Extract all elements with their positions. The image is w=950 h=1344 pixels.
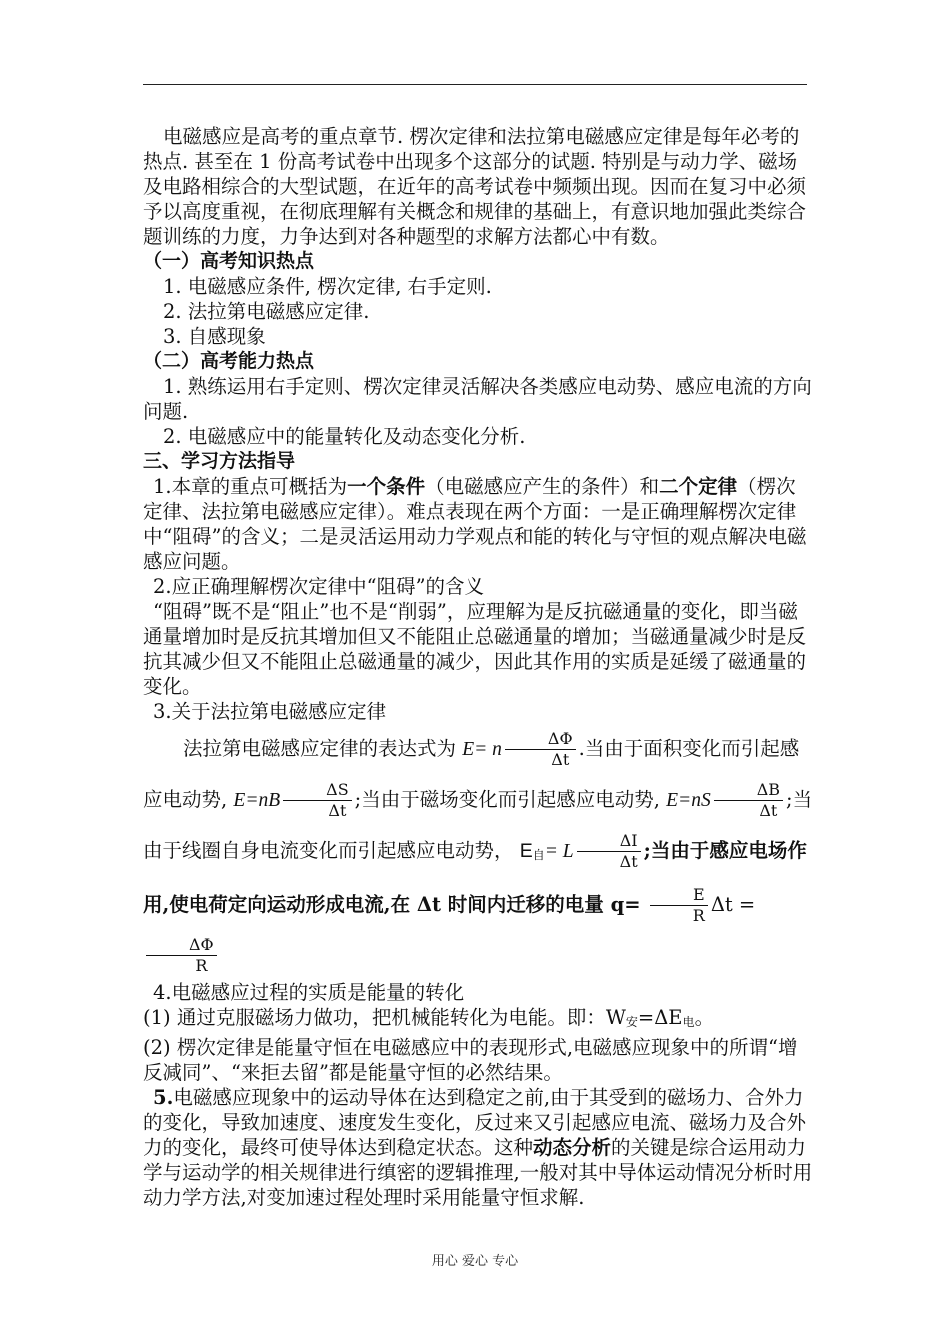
fraction: $\frac{\Delta\Phi}{\Delta t}$ (505, 729, 576, 770)
document-body (143, 124, 813, 1210)
method-point-4-title: 4.电磁感应过程的实质是能量的转化 (153, 981, 465, 1004)
text-span: （楞次定律、法拉第电磁感应定律）。难点表现在两个方面：一是正确理解楞次定律中“阻碍”的含义；二是灵活运用动力学观点和能的转化与守恒的观点解决电磁感应问题。 (143, 475, 807, 573)
method-point-3-title: 3.关于法拉第电磁感应定律 (153, 700, 387, 723)
method-point-4-item-2: (2) 楞次定律是能量守恒在电磁感应中的表现形式,电磁感应现象中的所谓“增反减同”、“来拒去留”都是能量守恒的必然结果。 (143, 1036, 798, 1084)
page-footer: 用心 爱心 专心 (431, 1254, 519, 1269)
formula-self: E自= L (519, 840, 574, 862)
method-point-2-title: 2.应正确理解楞次定律中“阻碍”的含义 (153, 575, 485, 598)
text-span: ;当由于感应电场作用,使电荷定向运动形成电流,在 Δt 时间内迁移的电量 q= (143, 839, 807, 916)
text-span: ;当由于线圈自身电流变化而引起感应电动势， (143, 788, 813, 862)
text-span: 法拉第电磁感应定律的表达式为 (183, 737, 457, 760)
fraction: $\frac{\Delta B}{\Delta t}$ (714, 780, 783, 821)
text-span: .当由于面积变化而引起感应电动势, (143, 737, 800, 811)
intro-paragraph: 电磁感应是高考的重点章节. 楞次定律和法拉第电磁感应定律是每年必考的热点. 甚至在 1 份高考试卷中出现多个这部分的试题. 特别是与动力学、磁场及电路相综合的大型试题，在近年的高考试卷中频频出现。因而在复习中必须予以高度重视，在彻底理解有关概念和规律的基础上，有意识地加强此类综合题训练的力度，力争达到对各种题型的求解方法都心中有数。 (143, 125, 807, 248)
fraction: $\frac{\Delta I}{\Delta t}$ (577, 831, 641, 872)
text-span: （电磁感应产生的条件）和 (425, 475, 660, 498)
key-term: 二个定律 (659, 475, 738, 498)
key-term: 一个条件 (347, 475, 426, 498)
formula-ens: E=nS (666, 790, 711, 811)
section1-title: （一）高考知识热点 (143, 250, 315, 272)
list-item: 2. 电磁感应中的能量转化及动态变化分析. (163, 425, 526, 448)
fraction: $\frac{E}{R}$ (650, 885, 708, 926)
list-item: 1. 电磁感应条件, 楞次定律, 右手定则. (163, 275, 492, 298)
method-point-2-body: “阻碍”既不是“阻止”也不是“削弱”，应理解为是反抗磁通量的变化，即当磁通量增加时是反抗其增加但又不能阻止总磁通量的增加；当磁通量减少时是反抗其减少但又不能阻止总磁通量的减少，因此其作用的实质是延缓了磁通量的变化。 (143, 600, 807, 698)
text-span: 1.本章的重点可概括为 (153, 475, 348, 498)
formula-e: E= n (462, 739, 502, 760)
method-point-5: 5.电磁感应现象中的运动导体在达到稳定之前,由于其受到的磁场力、合外力的变化，导致加速度、速度发生变化，反过来又引起感应电流、磁场力及合外力的变化，最终可使导体达到稳定状态。这种动态分析的关键是综合运用动力学与运动学的相关规律进行缜密的逻辑推理,一般对其中导体运动情况分析时用动力学方法,对变加速过程处理时采用能量守恒求解. (143, 1086, 813, 1209)
list-item: 3. 自感现象 (163, 325, 266, 348)
header-rule (143, 84, 807, 85)
fraction: $\frac{\Delta\Phi}{R}$ (146, 935, 217, 976)
fraction: $\frac{\Delta S}{\Delta t}$ (283, 780, 352, 821)
faraday-law-paragraph (143, 724, 813, 980)
list-item: 1. 熟练运用右手定则、楞次定律灵活解决各类感应电动势、感应电流的方向问题. (143, 375, 812, 423)
list-item: 2. 法拉第电磁感应定律. (163, 300, 370, 323)
section3-title: 三、学习方法指导 (143, 450, 296, 472)
method-point-4-item-1: (1) 通过克服磁场力做功，把机械能转化为电能。即：W安=ΔE电。 (143, 1006, 715, 1029)
text-span: ;当由于磁场变化而引起感应电动势, (354, 788, 660, 811)
section2-title: （二）高考能力热点 (143, 350, 315, 372)
text-span: Δt = (710, 893, 756, 916)
formula-enb: E=nB (233, 790, 281, 811)
method-point-1 (143, 474, 813, 574)
